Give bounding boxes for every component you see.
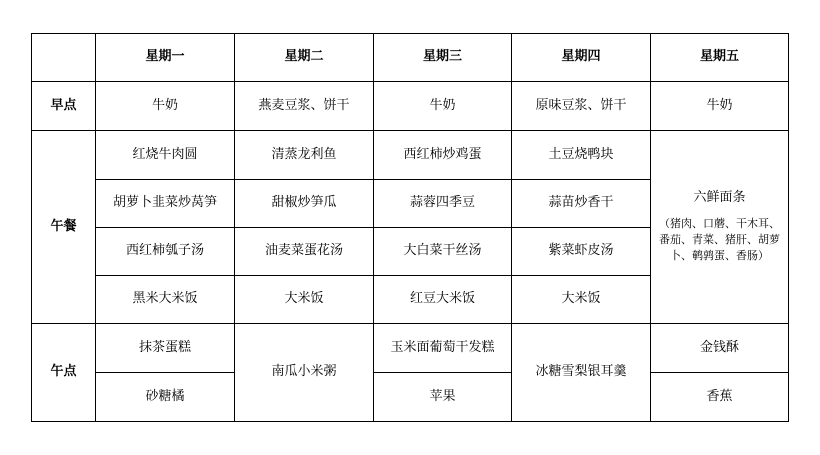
weekly-menu-table (31, 33, 789, 422)
snack-label: 午点 (32, 324, 96, 422)
lunch-tuesday-4: 大米饭 (235, 276, 374, 324)
lunch-wednesday-4: 红豆大米饭 (374, 276, 512, 324)
breakfast-tuesday: 燕麦豆浆、饼干 (235, 82, 374, 131)
snack-tuesday: 南瓜小米粥 (235, 324, 374, 422)
lunch-thursday-2: 蒜苗炒香干 (512, 180, 651, 228)
header-row (32, 34, 789, 82)
breakfast-row (32, 82, 789, 131)
snack-friday-1: 金钱酥 (651, 324, 789, 373)
lunch-thursday-3: 紫菜虾皮汤 (512, 228, 651, 276)
snack-friday-2: 香蕉 (651, 373, 789, 422)
lunch-friday-ingredients: （猪肉、口蘑、干木耳、番茄、青菜、猪肝、胡萝卜、鹌鹑蛋、香肠） (659, 217, 780, 263)
breakfast-label: 早点 (32, 82, 96, 131)
lunch-thursday-1: 土豆烧鸭块 (512, 131, 651, 180)
lunch-friday-title: 六鲜面条 (693, 189, 746, 205)
lunch-tuesday-3: 油麦菜蛋花汤 (235, 228, 374, 276)
snack-row-1 (32, 324, 789, 373)
breakfast-thursday: 原味豆浆、饼干 (512, 82, 651, 131)
snack-row-2 (32, 373, 789, 422)
breakfast-monday: 牛奶 (96, 82, 235, 131)
lunch-wednesday-3: 大白菜干丝汤 (374, 228, 512, 276)
snack-monday-1: 抹茶蛋糕 (96, 324, 235, 373)
lunch-tuesday-2: 甜椒炒笋瓜 (235, 180, 374, 228)
snack-wednesday-2: 苹果 (374, 373, 512, 422)
lunch-monday-4: 黑米大米饭 (96, 276, 235, 324)
lunch-wednesday-1: 西红柿炒鸡蛋 (374, 131, 512, 180)
header-monday: 星期一 (96, 34, 235, 82)
lunch-friday (651, 131, 789, 324)
breakfast-wednesday: 牛奶 (374, 82, 512, 131)
snack-thursday: 冰糖雪梨银耳羹 (512, 324, 651, 422)
lunch-monday-2: 胡萝卜韭菜炒莴笋 (96, 180, 235, 228)
breakfast-friday: 牛奶 (651, 82, 789, 131)
lunch-tuesday-1: 清蒸龙利鱼 (235, 131, 374, 180)
lunch-thursday-4: 大米饭 (512, 276, 651, 324)
lunch-monday-3: 西红柿瓠子汤 (96, 228, 235, 276)
lunch-wednesday-2: 蒜蓉四季豆 (374, 180, 512, 228)
snack-monday-2: 砂糖橘 (96, 373, 235, 422)
lunch-monday-1: 红烧牛肉圆 (96, 131, 235, 180)
header-friday: 星期五 (651, 34, 789, 82)
lunch-row-1 (32, 131, 789, 180)
header-tuesday: 星期二 (235, 34, 374, 82)
header-wednesday: 星期三 (374, 34, 512, 82)
lunch-label: 午餐 (32, 131, 96, 324)
header-thursday: 星期四 (512, 34, 651, 82)
corner-cell (32, 34, 96, 82)
snack-wednesday-1: 玉米面葡萄干发糕 (374, 324, 512, 373)
